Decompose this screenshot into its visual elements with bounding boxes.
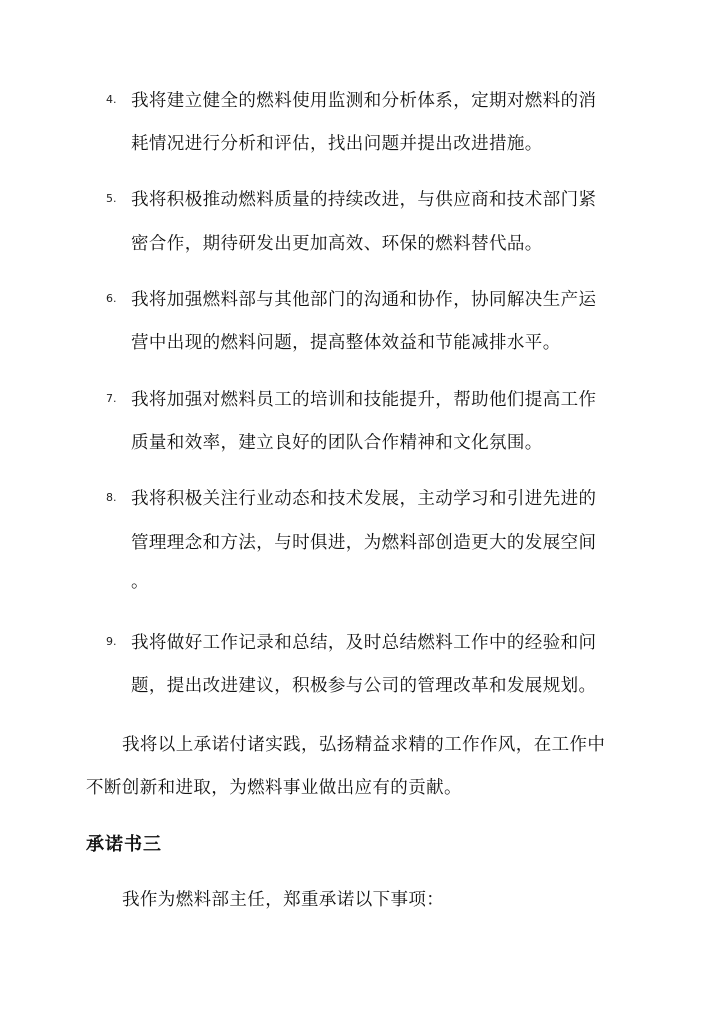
list-item-text-line: 质量和效率，建立良好的团队合作精神和文化氛围。 — [131, 433, 543, 453]
list-item-text-line: 我将加强燃料部与其他部门的沟通和协作，协同解决生产运 — [131, 290, 597, 310]
list-item-text-line: 我将做好工作记录和总结，及时总结燃料工作中的经验和问 — [131, 633, 597, 653]
list-item-number: 9. — [106, 635, 117, 648]
list-item-number: 8. — [106, 491, 117, 504]
list-item-text-line: 我将积极推动燃料质量的持续改进，与供应商和技术部门紧 — [131, 190, 597, 210]
list-item-text-line: 题，提出改进建议，积极参与公司的管理改革和发展规划。 — [131, 676, 597, 696]
list-item-number: 5. — [106, 192, 117, 205]
paragraph-line: 不断创新和进取，为燃料事业做出应有的贡献。 — [86, 778, 462, 798]
list-item-text-line: 。 — [131, 572, 149, 592]
list-item-text-line: 管理理念和方法，与时俱进，为燃料部创造更大的发展空间 — [131, 533, 597, 553]
list-item-text-line: 营中出现的燃料问题，提高整体效益和节能减排水平。 — [131, 333, 561, 353]
list-item-number: 4. — [106, 93, 117, 106]
list-item-text-line: 耗情况进行分析和评估，找出问题并提出改进措施。 — [131, 134, 543, 154]
list-item-number: 6. — [106, 292, 117, 305]
paragraph-line: 我将以上承诺付诸实践，弘扬精益求精的工作作风，在工作中 — [122, 735, 606, 755]
list-item-text-line: 密合作，期待研发出更加高效、环保的燃料替代品。 — [131, 234, 543, 254]
list-item-number: 7. — [106, 392, 117, 405]
section-heading: 承诺书三 — [86, 834, 162, 855]
list-item-text-line: 我将加强对燃料员工的培训和技能提升，帮助他们提高工作 — [131, 390, 597, 410]
list-item-text-line: 我将建立健全的燃料使用监测和分析体系，定期对燃料的消 — [131, 91, 597, 111]
list-item-text-line: 我将积极关注行业动态和技术发展，主动学习和引进先进的 — [131, 489, 597, 509]
intro-paragraph: 我作为燃料部主任，郑重承诺以下事项： — [122, 890, 445, 910]
